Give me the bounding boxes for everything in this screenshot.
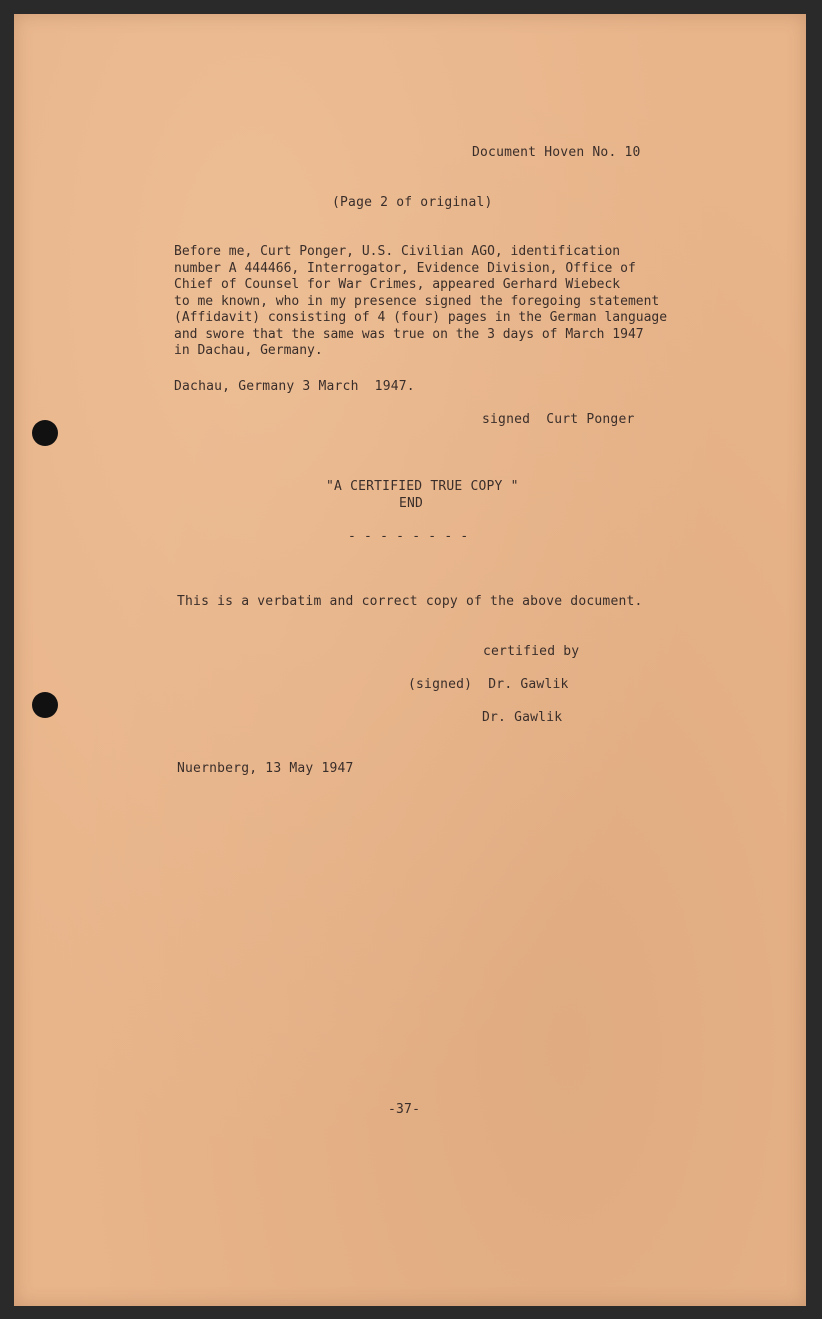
place-date: Dachau, Germany 3 March 1947. <box>174 379 415 394</box>
affidavit-paragraph <box>174 244 667 360</box>
nuernberg-date: Nuernberg, 13 May 1947 <box>177 761 354 776</box>
page-number: -37- <box>388 1102 421 1117</box>
punch-hole-bottom <box>32 692 58 718</box>
body-line: Chief of Counsel for War Crimes, appeared Gerhard Wiebeck <box>174 277 621 292</box>
body-line: in Dachau, Germany. <box>174 343 323 358</box>
certified-by: certified by <box>483 644 580 659</box>
certified-copy-title: "A CERTIFIED TRUE COPY " <box>326 479 519 494</box>
gawlik-name: Dr. Gawlik <box>482 710 563 725</box>
signed-gawlik: (signed) Dr. Gawlik <box>408 677 569 692</box>
signature-line: signed Curt Ponger <box>482 412 635 427</box>
body-line: (Affidavit) consisting of 4 (four) pages in the German language <box>174 310 668 325</box>
punch-hole-top <box>32 420 58 446</box>
body-line: Before me, Curt Ponger, U.S. Civilian AGO, identification <box>174 244 621 259</box>
body-line: number A 444466, Interrogator, Evidence Division, Office of <box>174 260 636 276</box>
document-page <box>14 14 806 1306</box>
document-header: Document Hoven No. 10 <box>472 145 641 160</box>
body-line: to me known, who in my presence signed the foregoing statement <box>174 293 660 309</box>
page-note: (Page 2 of original) <box>332 195 493 210</box>
body-line: and swore that the same was true on the 3 days of March 1947 <box>174 326 644 342</box>
end-marker: END <box>399 496 424 511</box>
dash-divider: - - - - - - - - <box>348 529 469 544</box>
verbatim-statement: This is a verbatim and correct copy of the above document. <box>177 594 643 609</box>
